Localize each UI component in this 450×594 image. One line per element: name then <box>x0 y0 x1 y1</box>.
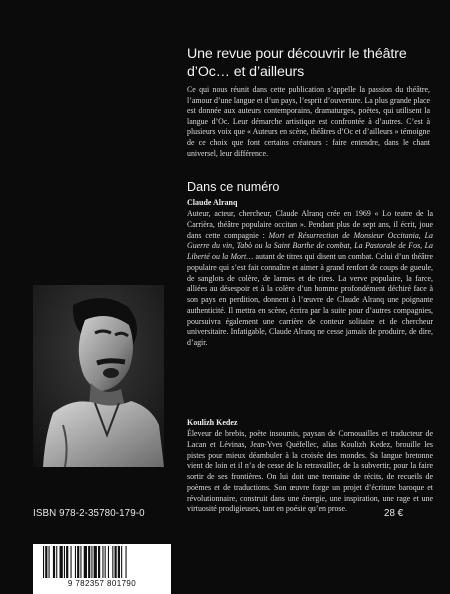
title-line-2: d’Oc… et d’ailleurs <box>187 63 305 80</box>
entry-works-list: Mort et Résurrection de Monsieur Occitania, La Guerre du vin, Tabò ou la Saint Barthe de combat, La Pastorale de Fos, La Liberté ou la Mort… <box>187 230 433 261</box>
price-label: 28 € <box>384 508 404 519</box>
entry-text-part-a: Auteur, acteur, chercheur, Claude Alranq crée en 1969 « Lo teatre de la Carrièra, théâtre populaire occitan ». Pendant plus de sept ans, il écrit, joue dans cette compagnie : <box>187 209 433 240</box>
entry-name-alranq: Claude Alranq <box>187 198 238 207</box>
barcode <box>33 544 171 594</box>
entry-name-kedez: Koulizh Kedez <box>187 418 238 427</box>
entry-body-alranq <box>187 209 433 349</box>
author-photo-image <box>33 285 164 467</box>
author-photo <box>33 285 164 467</box>
section-heading: Dans ce numéro <box>187 180 280 194</box>
isbn-number: ISBN 978-2-35780-179-0 <box>33 508 145 519</box>
entry-text-part-b: autant de titres qui disent un combat. Celui d’un théâtre populaire qui s’est fait connaître et aimer à grand renfort de coups de gueule, de sanglots de colère, de larmes et de rires. La verve populaire, la farce, alliées au désespoir et à la colère d’un homme profondément déchiré face à son pays en perdition, donnent à l’œuvre de Claude Alranq une poignante authenticité. Il mettra en scène, écrira par la suite pour d’autres compagnies, poursuivra également une carrière de conteur solitaire et de chercheur universitaire. Infatigable, Claude Alranq ne cesse jamais de produire, de dire, d’agir. <box>187 252 433 347</box>
barcode-bars <box>33 546 171 582</box>
entry-body-kedez: Éleveur de brebis, poète insoumis, paysan de Cornouailles et traducteur de Lacan et Lévinas, Jean-Yves Quéfellec, alias Koulizh Kedez, brouille les pistes pour mieux déambuler à la croisée des mondes. Sa langue bretonne vient de loin et il n’a de cesse de la retravailler, de la subvertir, pour la faire sortir de ses frontières. On lui doit une trentaine de récits, de recueils de poèmes et de traductions. Son œuvre forge un projet d’écriture baroque et révolutionnaire, construit dans une énergie, une inspiration, une rage et une virtuosité prodigieuses, tant en poésie qu’en prose. <box>187 429 433 514</box>
barcode-digits: 9 782357 801790 <box>67 579 137 588</box>
intro-paragraph: Ce qui nous réunit dans cette publication s’appelle la passion du théâtre, l’amour d’une langue et d’un pays, l’esprit d’ouverture. La plus grande place est donnée aux auteurs contemporains, dramaturges, poètes, qui utilisent la langue d’Oc. Leur démarche artistique est confrontée à d’autres. C’est à plusieurs voix que « Auteurs en scène, théâtres d’Oc et d’ailleurs » témoigne de ce choix que font certains créateurs : faire entendre, dans le chant universel, leur différence. <box>187 85 430 158</box>
cover-title <box>187 46 437 81</box>
title-line-1: Une revue pour découvrir le théâtre <box>187 46 407 62</box>
